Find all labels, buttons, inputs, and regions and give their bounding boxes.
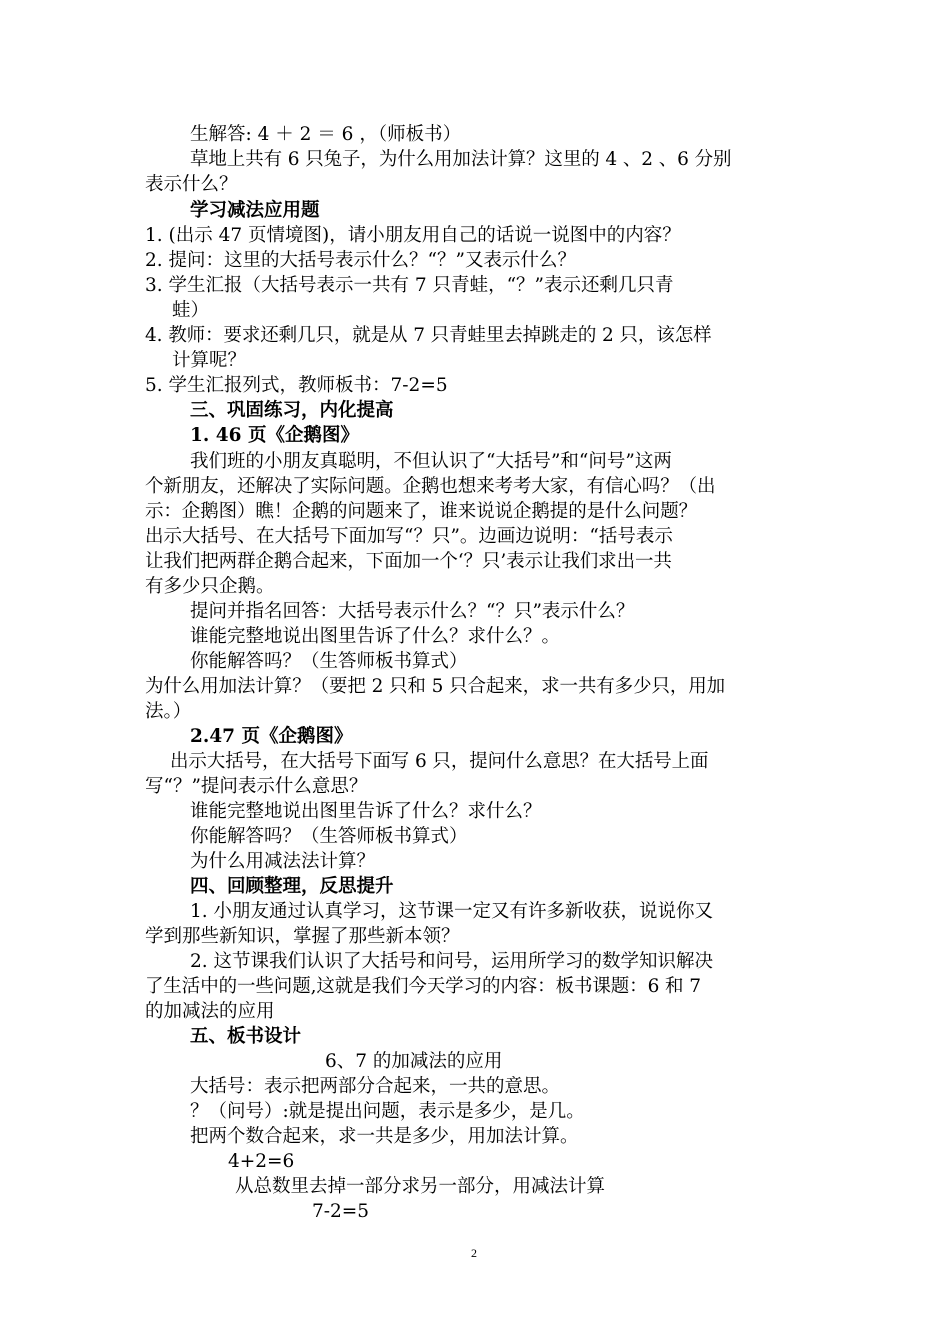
text-line: 为什么用减法法计算？ [190,851,376,872]
text-line: 蛙） [172,300,210,321]
text-line: 把两个数合起来，求一共是多少，用加法计算。 [190,1126,579,1147]
section-heading: 四、回顾整理，反思提升 [190,876,394,897]
text-line: 个新朋友，还解决了实际问题。企鹅也想来考考大家，有信心吗？（出 [145,476,716,497]
text-line: 谁能完整地说出图里告诉了什么？求什么？ [190,801,542,822]
subsection-heading: 2.47 页《企鹅图》 [190,726,353,747]
text-line: 让我们把两群企鹅合起来，下面加一个‘？只’表示让我们求出一共 [145,551,672,572]
text-line: ？（问号）:就是提出问题，表示是多少，是几。 [190,1101,585,1122]
text-line: 法。） [145,701,192,722]
equation: 4+2=6 [228,1151,295,1172]
text-line: 出示大括号、在大括号下面加写“？只”。边画边说明：“括号表示 [145,526,673,547]
list-item: 4. 教师：要求还剩几只，就是从 7 只青蛙里去掉跳走的 2 只，该怎样 [145,325,712,346]
list-item: 2. 提问：这里的大括号表示什么？“？”又表示什么？ [145,250,576,271]
text-line: 计算呢？ [172,350,247,371]
text-line: 的加减法的应用 [145,1001,275,1022]
text-line: 表示什么？ [145,174,238,195]
list-item: 5. 学生汇报列式，教师板书：7-2=5 [145,375,448,396]
text-line: 你能解答吗？（生答师板书算式） [190,651,468,672]
board-title: 6、7 的加减法的应用 [325,1051,503,1072]
page-number: 2 [471,1246,477,1260]
text-line: 出示大括号，在大括号下面写 6 只，提问什么意思？在大括号上面 [170,751,709,772]
subsection-heading: 1. 46 页《企鹅图》 [190,425,359,446]
text-line: 你能解答吗？（生答师板书算式） [190,826,468,847]
text-line: 写“？”提问表示什么意思？ [145,776,368,797]
text-line: 为什么用加法计算？（要把 2 只和 5 只合起来，求一共有多少只，用加 [145,676,726,697]
text-line: 生解答: 4 ＋ 2 ＝ 6 ，（师板书） [190,124,462,145]
text-line: 1. 小朋友通过认真学习，这节课一定又有许多新收获，说说你又 [190,901,714,922]
section-heading: 三、巩固练习，内化提高 [190,400,394,421]
list-item: 3. 学生汇报（大括号表示一共有 7 只青蛙，“？”表示还剩几只青 [145,275,674,296]
text-line: 大括号：表示把两部分合起来，一共的意思。 [190,1076,561,1097]
text-line: 了生活中的一些问题,这就是我们今天学习的内容：板书课题：6 和 7 [145,976,701,997]
text-line: 草地上共有 6 只兔子，为什么用加法计算？这里的 4 、2 、6 分别 [190,149,732,170]
section-heading: 五、板书设计 [190,1026,302,1047]
list-item: 1. (出示 47 页情境图)，请小朋友用自己的话说一说图中的内容？ [145,225,681,246]
text-line: 2. 这节课我们认识了大括号和问号，运用所学习的数学知识解决 [190,951,714,972]
text-line: 我们班的小朋友真聪明，不但认识了“大括号”和“问号”这两 [190,451,672,472]
section-heading: 学习减法应用题 [190,200,320,221]
text-line: 学到那些新知识，掌握了那些新本领？ [145,926,460,947]
text-line: 从总数里去掉一部分求另一部分，用减法计算 [235,1176,606,1197]
text-line: 有多少只企鹅。 [145,576,275,597]
text-line: 提问并指名回答：大括号表示什么？“？只”表示什么？ [190,601,635,622]
text-line: 谁能完整地说出图里告诉了什么？求什么？。 [190,626,561,647]
equation: 7-2=5 [312,1201,370,1222]
text-line: 示：企鹅图）瞧！企鹅的问题来了，谁来说说企鹅提的是什么问题？ [145,501,698,522]
